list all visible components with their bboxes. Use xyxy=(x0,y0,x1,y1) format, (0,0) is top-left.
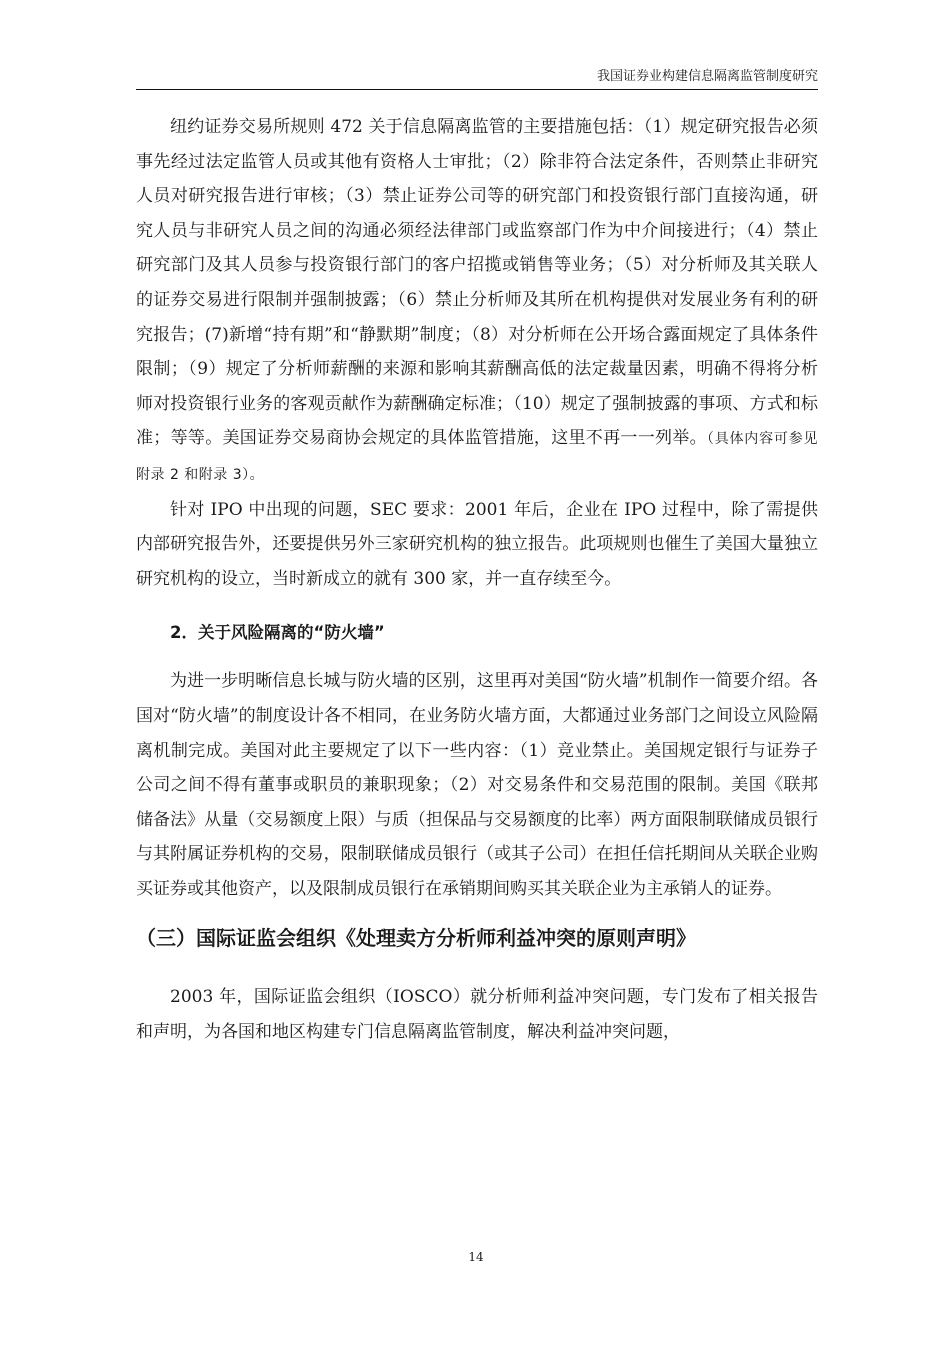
appendix-reference: （具体内容可参见附录 2 和附录 3）。 xyxy=(136,431,819,483)
section-heading-iosco: （三）国际证监会组织《处理卖方分析师利益冲突的原则声明》 xyxy=(136,926,696,951)
running-header: 我国证券业构建信息隔离监管制度研究 xyxy=(596,69,818,84)
page-body xyxy=(136,110,818,1050)
header-rule xyxy=(136,89,818,90)
page-number: 14 xyxy=(468,1250,484,1264)
paragraph-ipo-sec: 针对 IPO 中出现的问题，SEC 要求：2001 年后，企业在 IPO 过程中，除了需提供内部研究报告外，还要提供另外三家研究机构的独立报告。此项规则也催生了美国大量独立研究机构的设立，当时新成立的就有 300 家，并一直存续至今。 xyxy=(136,499,818,589)
paragraph-iosco-2003: 2003 年，国际证监会组织（IOSCO）就分析师利益冲突问题，专门发布了相关报告和声明，为各国和地区构建专门信息隔离监管制度，解决利益冲突问题， xyxy=(136,987,818,1043)
paragraph-nyse-rule-472 xyxy=(136,110,818,493)
subheading-firewall: 2．关于风险隔离的“防火墙” xyxy=(170,623,385,643)
paragraph-firewall: 为进一步明晰信息长城与防火墙的区别，这里再对美国“防火墙”机制作一简要介绍。各国对“防火墙”的制度设计各不相同，在业务防火墙方面，大都通过业务部门之间设立风险隔离机制完成。美国对此主要规定了以下一些内容：（1）竞业禁止。美国规定银行与证券子公司之间不得有董事或职员的兼职现象；（2）对交易条件和交易范围的限制。美国《联邦储备法》从量（交易额度上限）与质（担保品与交易额度的比率）两方面限制联储成员银行与其附属证券机构的交易，限制联储成员银行（或其子公司）在担任信托期间从关联企业购买证券或其他资产，以及限制成员银行在承销期间购买其关联企业为主承销人的证券。 xyxy=(136,671,818,899)
paragraph-text: 纽约证券交易所规则 472 关于信息隔离监管的主要措施包括：（1）规定研究报告必须事先经过法定监管人员或其他有资格人士审批；（2）除非符合法定条件，否则禁止非研究人员对研究报告进行审核；（3）禁止证券公司等的研究部门和投资银行部门直接沟通，研究人员与非研究人员之间的沟通必须经法律部门或监察部门作为中介间接进行；（4）禁止研究部门及其人员参与投资银行部门的客户招揽或销售等业务；（5）对分析师及其关联人的证券交易进行限制并强制披露；（6）禁止分析师及其所在机构提供对发展业务有利的研究报告；(7)新增“持有期”和“静默期”制度；（8）对分析师在公开场合露面规定了具体条件限制；（9）规定了分析师薪酬的来源和影响其薪酬高低的法定裁量因素，明确不得将分析师对投资银行业务的客观贡献作为薪酬确定标准；（10）规定了强制披露的事项、方式和标准；等等。美国证券交易商协会规定的具体监管措施，这里不再一一列举。 xyxy=(136,117,818,449)
